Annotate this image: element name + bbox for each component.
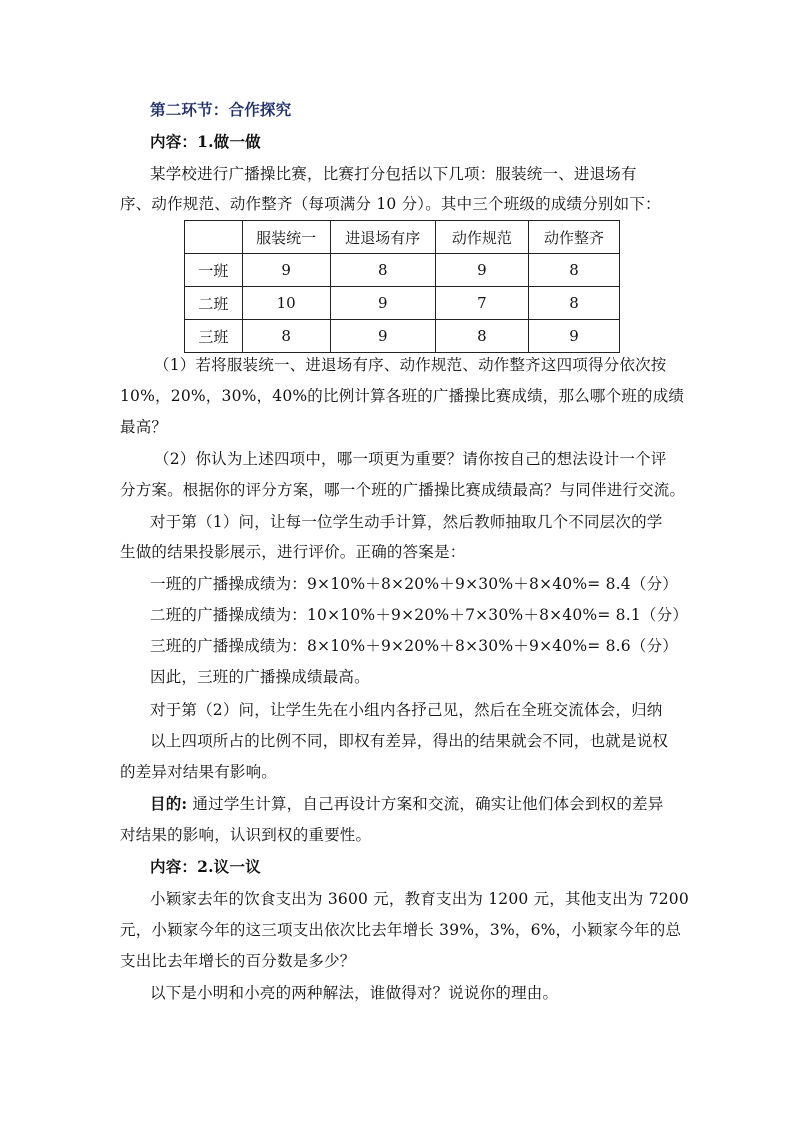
discussion-line-1: 对于第（2）问，让学生先在小组内各抒己见，然后在全班交流体会，归纳 bbox=[150, 701, 663, 719]
answer-class2: 二班的广播操成绩为：10×10%＋9×20%＋7×30%＋8×40%= 8.1（分） bbox=[150, 606, 689, 624]
question2-line-2: 分方案。根据你的评分方案，哪一个班的广播操比赛成绩最高？与同伴进行交流。 bbox=[120, 481, 686, 499]
closing-line: 以下是小明和小亮的两种解法，谁做得对？说说你的理由。 bbox=[150, 984, 559, 1002]
table-cell: 三班 bbox=[185, 320, 243, 353]
conclusion: 因此，三班的广播操成绩最高。 bbox=[150, 668, 370, 686]
section-heading: 第二环节：合作探究 bbox=[150, 100, 292, 119]
purpose-line-1 bbox=[150, 794, 710, 814]
table-cell: 9 bbox=[330, 320, 435, 353]
purpose-label: 目的: bbox=[150, 794, 188, 813]
purpose-line-2: 对结果的影响，认识到权的重要性。 bbox=[120, 826, 372, 844]
table-cell: 一班 bbox=[185, 254, 243, 287]
table-row bbox=[185, 320, 620, 353]
question1-line-3: 最高？ bbox=[120, 418, 168, 436]
table-cell: 8 bbox=[242, 320, 330, 353]
table-cell: 二班 bbox=[185, 287, 243, 320]
problem2-line-1: 小颖家去年的饮食支出为 3600 元，教育支出为 1200 元，其他支出为 7200 bbox=[150, 890, 689, 908]
content1-title: 内容：1.做一做 bbox=[150, 132, 261, 151]
intro-line-2: 序、动作规范、动作整齐（每项满分 10 分）。其中三个班级的成绩分别如下： bbox=[120, 195, 661, 213]
table-cell: 8 bbox=[528, 254, 619, 287]
answer-intro-line-2: 生做的结果投影展示，进行评价。正确的答案是： bbox=[120, 543, 466, 561]
answer-intro-line-1: 对于第（1）问，让每一位学生动手计算，然后教师抽取几个不同层次的学 bbox=[150, 513, 663, 531]
discussion-line-2: 以上四项所占的比例不同，即权有差异，得出的结果就会不同，也就是说权 bbox=[150, 732, 669, 750]
answer-class1: 一班的广播操成绩为：9×10%＋8×20%＋9×30%＋8×40%= 8.4（分） bbox=[150, 575, 678, 593]
table-cell: 9 bbox=[528, 320, 619, 353]
content2-title: 内容：2.议一议 bbox=[150, 857, 261, 876]
score-table bbox=[184, 220, 620, 353]
table-header-cell: 进退场有序 bbox=[330, 221, 435, 254]
question2-line-1: （2）你认为上述四项中，哪一项更为重要？请你按自己的想法设计一个评 bbox=[154, 450, 667, 468]
table-header-row bbox=[185, 221, 620, 254]
question1-line-1: （1）若将服装统一、进退场有序、动作规范、动作整齐这四项得分依次按 bbox=[154, 356, 667, 374]
question1-line-2: 10%，20%，30%，40%的比例计算各班的广播操比赛成绩，那么哪个班的成绩 bbox=[120, 387, 685, 405]
table-cell: 9 bbox=[242, 254, 330, 287]
intro-line-1: 某学校进行广播操比赛，比赛打分包括以下几项：服装统一、进退场有 bbox=[150, 165, 637, 183]
table-cell: 9 bbox=[435, 254, 528, 287]
table-header-cell bbox=[185, 221, 243, 254]
table-cell: 10 bbox=[242, 287, 330, 320]
problem2-line-3: 支出比去年增长的百分数是多少？ bbox=[120, 952, 356, 970]
table-header-cell: 动作规范 bbox=[435, 221, 528, 254]
discussion-line-3: 的差异对结果有影响。 bbox=[120, 763, 278, 781]
table-cell: 8 bbox=[330, 254, 435, 287]
answer-class3: 三班的广播操成绩为：8×10%＋9×20%＋8×30%＋9×40%= 8.6（分） bbox=[150, 637, 678, 655]
table-row bbox=[185, 254, 620, 287]
table-header-cell: 动作整齐 bbox=[528, 221, 619, 254]
purpose-text: 通过学生计算，自己再设计方案和交流，确实让他们体会到权的差异 bbox=[192, 795, 664, 813]
table-row bbox=[185, 287, 620, 320]
table-cell: 8 bbox=[528, 287, 619, 320]
table-cell: 9 bbox=[330, 287, 435, 320]
table-cell: 7 bbox=[435, 287, 528, 320]
table-header-cell: 服装统一 bbox=[242, 221, 330, 254]
table-cell: 8 bbox=[435, 320, 528, 353]
problem2-line-2: 元，小颖家今年的这三项支出依次比去年增长 39%，3%，6%，小颖家今年的总 bbox=[120, 921, 682, 939]
